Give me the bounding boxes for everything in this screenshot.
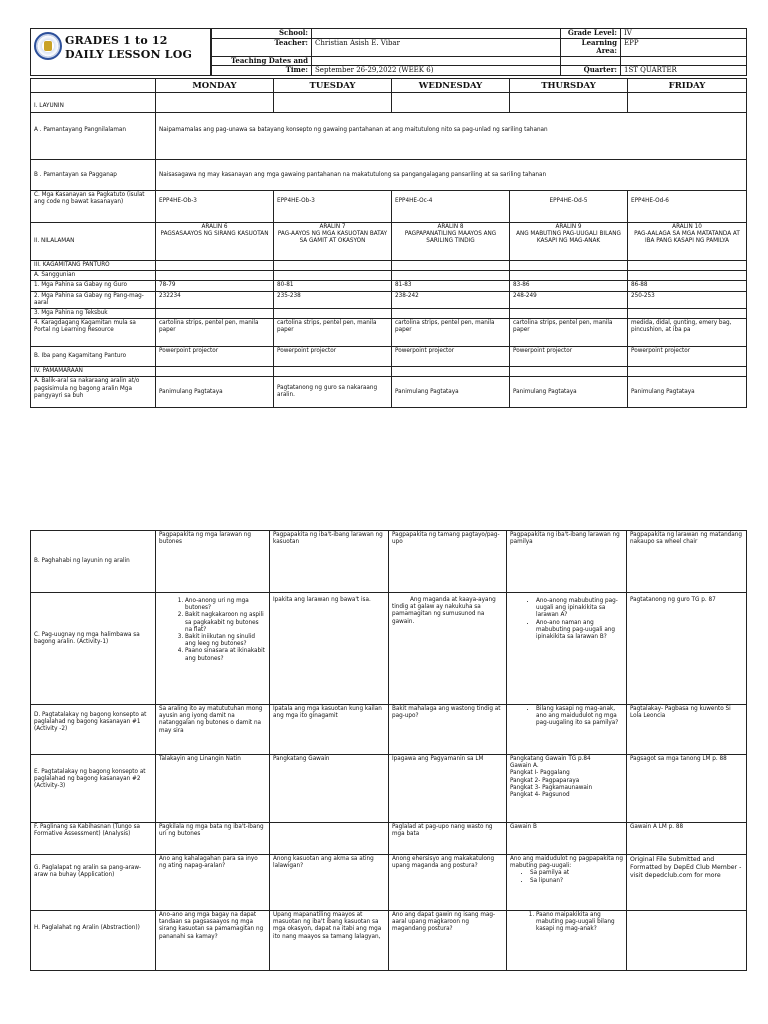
- gabay-guro-friday: 86-88: [628, 281, 747, 291]
- lr-monday: cartolina strips, pentel pen, manila paper: [156, 319, 274, 347]
- paglinang-tuesday: [270, 823, 389, 855]
- list-item: • Bilang kasapi ng mag-anak, ano ang maidudulot ng mga pag-uugaling ito sa pamilya?: [536, 706, 623, 728]
- dll-title: [65, 34, 192, 62]
- gabay-guro-wednesday: 81-83: [392, 281, 510, 291]
- code-tuesday: EPP4HE-Ob-3: [274, 191, 392, 223]
- paglalahat-tuesday: Upang mapanatiling maayos at masuotan ng iba't ibang kasuotan sa mga okasyon, dapat na itabi ang mga ito nang maayos sa tamang lalagyan,: [270, 911, 389, 971]
- sanggunian-label: A. Sanggunian: [31, 271, 156, 281]
- mag-aaral-label: 2. Mga Pahina sa Gabay ng Pang-mag-aaral: [31, 291, 156, 308]
- school-label: School:: [212, 29, 312, 39]
- list-item: 3. Bakit iniikutan ng sinulid ang leeg ng butones?: [185, 634, 266, 648]
- nilalaman-friday: ARALIN 10 PAG-AALAGA SA MGA MATATANDA AT IBA PANG KASAPI NG PAMILYA: [628, 223, 747, 261]
- header-info-table: [211, 28, 747, 76]
- pag-uugnay-label: C. Pag-uugnay ng mga halimbawa sa bagong aralin. (Activity-1): [31, 593, 156, 705]
- iba-tuesday: Powerpoint projector: [274, 347, 392, 367]
- paglalapat-monday: Ano ang kahalagahan para sa inyo ng ating napag-aralan?: [156, 855, 270, 911]
- pagtatalakay-2-tuesday: Pangkatang Gawain: [270, 755, 389, 823]
- paglinang-wednesday: Paglalad at pag-upo nang wasto ng mga bata: [389, 823, 507, 855]
- nilalaman-tuesday: ARALIN 7 PAG-AAYOS NG MGA KASUOTAN BATAY SA GAMIT AT OKASYON: [274, 223, 392, 261]
- lesson-table-top: [30, 78, 746, 408]
- iba-label: B. Iba pang Kagamitang Panturo: [31, 347, 156, 367]
- paghahabi-monday: Pagpapakita ng mga larawan ng butones: [156, 531, 270, 593]
- teacher-value: Christian Asish E. Vibar: [312, 38, 561, 56]
- iba-monday: Powerpoint projector: [156, 347, 274, 367]
- iba-wednesday: Powerpoint projector: [392, 347, 510, 367]
- dates-label-1: Teaching Dates and: [212, 56, 312, 66]
- list-item: 2. Bakit nagkakaroon ng aspili sa pagkakabit ng butones na flat?: [185, 612, 266, 634]
- pagtatalakay-1-friday: Pagtalakay- Pagbasa ng kuwento Si Lola Leoncia: [627, 705, 747, 755]
- iba-thursday: Powerpoint projector: [510, 347, 628, 367]
- layunin-label: I. LAYUNIN: [31, 93, 156, 113]
- mag-aaral-wednesday: 238-242: [392, 291, 510, 308]
- lr-wednesday: cartolina strips, pentel pen, manila paper: [392, 319, 510, 347]
- mag-aaral-monday: 232234: [156, 291, 274, 308]
- dll-header: [30, 28, 746, 76]
- pag-uugnay-wednesday: Ang maganda at kaaya-ayang tindig at galaw ay nakukuha sa pamamagitan ng sumusunod na gawain.: [389, 593, 507, 705]
- pagtatalakay-2-thursday: Pangkatang Gawain TG p.84 Gawain A. Pangkat I- Paggalang Pangkat 2- Pagpaparaya Pangkat 3- Pagkamaunawain Pangkat 4- Pagsunod: [507, 755, 627, 823]
- paghahabi-wednesday: Pagpapakita ng tamang pagtayo/pag-upo: [389, 531, 507, 593]
- dates-value: September 26-29,2022 (WEEK 6): [312, 66, 561, 76]
- balik-aral-label: A. Balik-aral sa nakaraang aralin at/o pagsisimula ng bagong aralin Mga pangyayri sa buh: [31, 377, 156, 408]
- code-thursday: EPP4HE-Od-5: [510, 191, 628, 223]
- header-title-block: [30, 28, 211, 76]
- paglinang-friday: Gawain A LM p. 88: [627, 823, 747, 855]
- day-friday: FRIDAY: [628, 79, 747, 93]
- paglalapat-wednesday: Anong ehersisyo ang makakatulong upang maganda ang postura?: [389, 855, 507, 911]
- code-friday: EPP4HE-Od-6: [628, 191, 747, 223]
- paglalahat-monday: Ano-ano ang mga bagay na dapat tandaan sa pagsasaayos ng mga sirang kasuotan sa pamamagitan ng pananahi sa kamay?: [156, 911, 270, 971]
- day-wednesday: WEDNESDAY: [392, 79, 510, 93]
- iba-friday: Powerpoint projector: [628, 347, 747, 367]
- title-line-1: GRADES 1 to 12: [65, 34, 168, 47]
- grade-label: Grade Level:: [561, 29, 621, 39]
- balik-monday: Panimulang Pagtataya: [156, 377, 274, 408]
- deped-seal-icon: [34, 32, 62, 60]
- paghahabi-thursday: Pagpapakita ng iba't-ibang larawan ng pamilya: [507, 531, 627, 593]
- grade-value: IV: [621, 29, 747, 39]
- pag-uugnay-friday: Pagtatanong ng guro TG p. 87: [627, 593, 747, 705]
- code-wednesday: EPP4HE-Oc-4: [392, 191, 510, 223]
- gabay-guro-thursday: 83-86: [510, 281, 628, 291]
- pagtatalakay-2-monday: Talakayin ang Linangin Natin: [156, 755, 270, 823]
- dates-label-2: Time:: [212, 66, 312, 76]
- gabay-guro-monday: 78-79: [156, 281, 274, 291]
- nilalaman-label: II. NILALAMAN: [31, 223, 156, 261]
- school-value: [312, 29, 561, 39]
- code-monday: EPP4HE-Ob-3: [156, 191, 274, 223]
- list-item: • Sa lipunan?: [530, 878, 623, 885]
- paglalahat-thursday: [507, 911, 627, 971]
- day-thursday: THURSDAY: [510, 79, 628, 93]
- kagamitan-label: III. KAGAMITANG PANTURO: [31, 261, 156, 271]
- gabay-guro-label: 1. Mga Pahina sa Gabay ng Guro: [31, 281, 156, 291]
- quarter-value: 1ST QUARTER: [621, 66, 747, 76]
- mag-aaral-friday: 250-253: [628, 291, 747, 308]
- pagtatalakay-1-thursday: [507, 705, 627, 755]
- lesson-table-bottom: [30, 530, 746, 971]
- mag-aaral-tuesday: 235-238: [274, 291, 392, 308]
- list-item: 1. Ano-anong uri ng mga butones?: [185, 598, 266, 612]
- nilalaman-monday: ARALIN 6 PAGSASAAYOS NG SIRANG KASUOTAN: [156, 223, 274, 261]
- balik-wednesday: Panimulang Pagtataya: [392, 377, 510, 408]
- teacher-label: Teacher:: [212, 38, 312, 56]
- pag-uugnay-monday: [156, 593, 270, 705]
- pamantayang-label: A . Pamantayang Pangnilalaman: [31, 113, 156, 160]
- pagtatalakay-2-label: E. Pagtatalakay ng bagong konsepto at paglalahad ng bagong kasanayan #2 (Activity-3): [31, 755, 156, 823]
- paglinang-monday: Pagkilala ng mga bata ng iba't-ibang uri ng butones: [156, 823, 270, 855]
- kasanayan-label: C. Mga Kasanayan sa Pagkatuto (isulat ang code ng bawat kasanayan): [31, 191, 156, 223]
- teksbuk-label: 3. Mga Pahina ng Teksbuk: [31, 309, 156, 319]
- paglalahat-label: H. Paglalahat ng Aralin (Abstraction)): [31, 911, 156, 971]
- paglinang-label: F. Paglinang sa Kabihasnan (Tungo sa Formative Assessment) (Analysis): [31, 823, 156, 855]
- pamamaraan-label: IV. PAMAMARAAN: [31, 367, 156, 377]
- nilalaman-thursday: ARALIN 9 ANG MABUTING PAG-UUGALI BILANG KASAPI NG MAG-ANAK: [510, 223, 628, 261]
- list-item: 1. Paano maipakikita ang mabuting pag-uugali bilang kasapi ng mag-anak?: [536, 912, 623, 934]
- list-item: • Ano-ano naman ang mabubuting pag-uugali ang ipinakikita sa larawan B?: [536, 620, 623, 642]
- balik-thursday: Panimulang Pagtataya: [510, 377, 628, 408]
- area-label: Learning Area:: [561, 38, 621, 56]
- pagtatalakay-1-tuesday: Ipatala ang mga kasuotan kung kailan ang mga ito ginagamit: [270, 705, 389, 755]
- pagtatalakay-1-label: D. Pagtatalakay ng bagong konsepto at paglalahad ng bagong kasanayan #1 (Activity -2): [31, 705, 156, 755]
- lr-tuesday: cartolina strips, pentel pen, manila paper: [274, 319, 392, 347]
- paglalahat-friday: [627, 911, 747, 971]
- paglinang-thursday: Gawain B: [507, 823, 627, 855]
- paglalapat-thursday: Ano ang maidudulot ng pagpapakita ng mabuting pag-uugali: • Sa pamilya at • Sa lipunan?: [507, 855, 627, 911]
- nilalaman-wednesday: ARALIN 8 PAGPAPANATILING MAAYOS ANG SARILING TINDIG: [392, 223, 510, 261]
- paglalapat-friday: Original File Submitted and Formatted by DepEd Club Member - visit depedclub.com for more: [627, 855, 747, 911]
- title-line-2: DAILY LESSON LOG: [65, 48, 193, 61]
- paglalapat-tuesday: Anong kasuotan ang akma sa ating lalawigan?: [270, 855, 389, 911]
- pagganap-label: B . Pamantayan sa Pagganap: [31, 160, 156, 191]
- list-item: • Sa pamilya at: [530, 870, 623, 877]
- day-tuesday: TUESDAY: [274, 79, 392, 93]
- lr-label: 4. Karagdagang Kagamitan mula sa Portal ng Learning Resource: [31, 319, 156, 347]
- lr-friday: medida, didal, gunting, emery bag, pincushion, at iba pa: [628, 319, 747, 347]
- pag-uugnay-tuesday: Ipakita ang larawan ng bawa't isa.: [270, 593, 389, 705]
- lr-thursday: cartolina strips, pentel pen, manila paper: [510, 319, 628, 347]
- paghahabi-label: B. Paghahabi ng layunin ng aralin: [31, 531, 156, 593]
- list-item: • Ano-anong mabubuting pag-uugali ang ipinakikita sa larawan A?: [536, 598, 623, 620]
- balik-friday: Panimulang Pagtataya: [628, 377, 747, 408]
- paghahabi-tuesday: Pagpapakita ng iba't-ibang larawan ng kasuotan: [270, 531, 389, 593]
- day-monday: MONDAY: [156, 79, 274, 93]
- paglalahat-wednesday: Ano ang dapat gawin ng isang mag-aaral upang magkaroon ng magandang postura?: [389, 911, 507, 971]
- pagtatalakay-1-wednesday: Bakit mahalaga ang wastong tindig at pag-upo?: [389, 705, 507, 755]
- gabay-guro-tuesday: 80-81: [274, 281, 392, 291]
- pagtatalakay-2-wednesday: Ipagawa ang Pagyamanin sa LM: [389, 755, 507, 823]
- quarter-label: Quarter:: [561, 66, 621, 76]
- pagtatalakay-2-friday: Pagsagot sa mga tanong LM p. 88: [627, 755, 747, 823]
- pagganap-text: Naisasagawa ng may kasanayan ang mga gawaing pantahanan na makatutulong sa pangangalagang pansariling at sa sariling tahanan: [156, 160, 747, 191]
- pagtatalakay-1-monday: Sa araling ito ay matututuhan mong ayusin ang iyong damit na natanggalan ng butones o damit na may sira: [156, 705, 270, 755]
- balik-tuesday: Pagtatanong ng guro sa nakaraang aralin.: [274, 377, 392, 408]
- list-item: 4. Paano sinasara at ikinakabit ang butones?: [185, 648, 266, 662]
- pamantayang-text: Naipamamalas ang pag-unawa sa batayang konsepto ng gawaing pantahanan at ang maitutulong nito sa pag-unlad ng sariling tahanan: [156, 113, 747, 160]
- pag-uugnay-thursday: [507, 593, 627, 705]
- paglalapat-label: G. Paglalapat ng aralin sa pang-araw-araw na buhay (Application): [31, 855, 156, 911]
- paghahabi-friday: Pagpapakita ng larawan ng matandang nakaupo sa wheel chair: [627, 531, 747, 593]
- mag-aaral-thursday: 248-249: [510, 291, 628, 308]
- area-value: EPP: [621, 38, 747, 56]
